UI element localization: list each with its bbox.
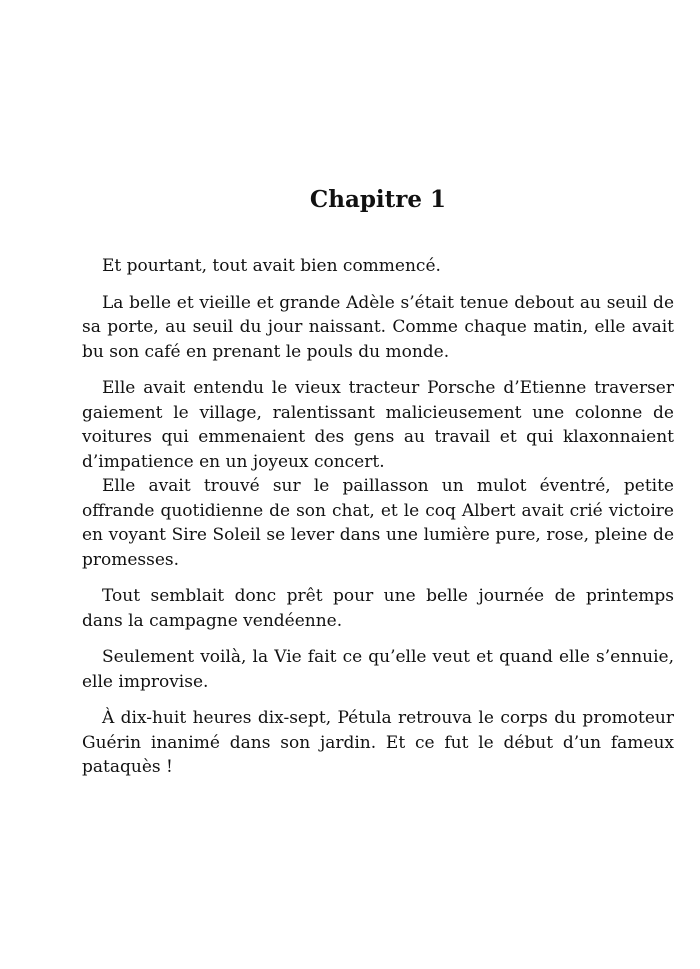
paragraph: La belle et vieille et grande Adèle s’était tenue debout au seuil de sa porte, au seuil du jour naissant. Comme chaque matin, elle avait bu son café en prenant le pouls du monde. <box>82 292 674 362</box>
paragraph: Et pourtant, tout avait bien commencé. <box>102 256 441 276</box>
chapter-title: Chapitre 1 <box>309 186 447 213</box>
paragraph: Elle avait trouvé sur le paillasson un mulot éventré, petite offrande quotidienne de son chat, et le coq Albert avait crié victoire en voyant Sire Soleil se lever dans une lumière pure, rose, pleine de promesses. <box>82 476 674 570</box>
paragraph: À dix-huit heures dix-sept, Pétula retrouva le corps du promoteur Guérin inanimé dans son jardin. Et ce fut le début d’un fameux pataquès ! <box>82 708 674 777</box>
paragraph: Seulement voilà, la Vie fait ce qu’elle veut et quand elle s’ennuie, elle improvise. <box>82 647 674 692</box>
chapter-body <box>82 254 674 780</box>
paragraph: Elle avait entendu le vieux tracteur Porsche d’Etienne traverser gaiement le village, ralentissant malicieusement une colonne de voitures qui emmenaient des gens au travail et qui klaxonnaient d’impatience en un joyeux concert. <box>82 378 674 472</box>
paragraph: Tout semblait donc prêt pour une belle journée de printemps dans la campagne vendéenne. <box>82 586 674 631</box>
